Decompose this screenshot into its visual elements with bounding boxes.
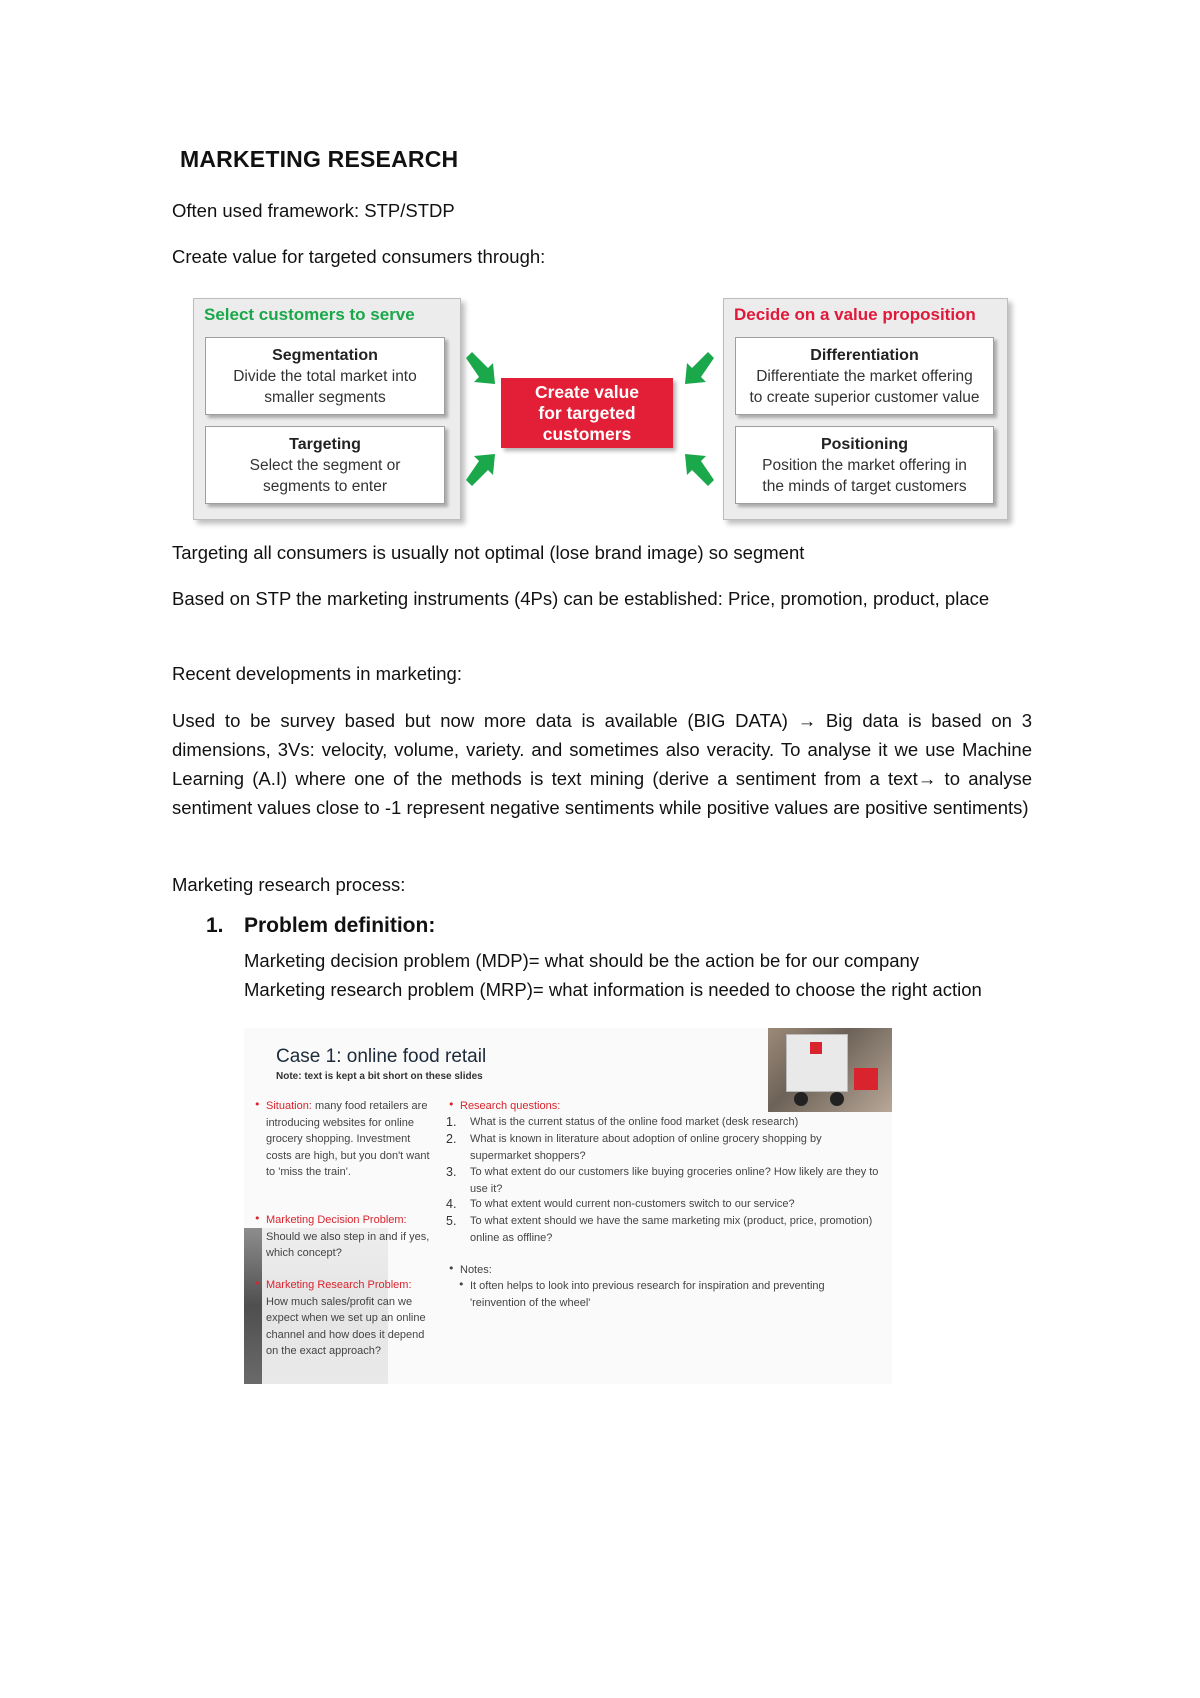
mdp-line: Marketing decision problem (MDP)= what should be the action be for our company: [244, 950, 920, 971]
value-proposition-title: Decide on a value proposition: [734, 305, 976, 324]
positioning-desc-2: the minds of target customers: [762, 478, 967, 495]
bullet-icon: •: [458, 1278, 465, 1291]
bullet-icon: •: [254, 1277, 261, 1290]
bullet-icon: •: [254, 1212, 261, 1225]
question-number: 2.: [446, 1132, 457, 1146]
targeting-card: [205, 426, 445, 504]
targeting-title: Targeting: [289, 436, 361, 453]
question-number: 5.: [446, 1214, 457, 1228]
select-customers-panel: [193, 298, 461, 520]
question-number: 1.: [446, 1115, 457, 1129]
create-value-line-1: Create value: [534, 382, 640, 402]
question-number: 4.: [446, 1197, 457, 1211]
research-process-paragraph: Marketing research process:: [172, 874, 406, 895]
research-question: [446, 1213, 880, 1246]
segmentation-title: Segmentation: [272, 347, 378, 364]
slide-note: Note: text is kept a bit short on these slides: [276, 1071, 483, 1082]
segmentation-desc-1: Divide the total market into: [233, 368, 417, 385]
big-data-paragraph: Used to be survey based but now more data is available (BIG DATA) → Big data is based on 3 dimensions, 3Vs: velocity, volume, variety. and sometimes also veracity. To analyse it we use Machine Learning (A.I) where one of the methods is text mining (derive a sentiment from a text→ to analyse sentiment values close to -1 represent negative sentiments while positive values are positive sentiments): [172, 710, 1032, 818]
arrow-down-left-icon: [678, 350, 718, 390]
research-question: [446, 1196, 880, 1213]
research-question: [446, 1164, 880, 1197]
arrow-down-right-icon: [462, 350, 502, 390]
positioning-title: Positioning: [820, 436, 909, 453]
mrp-block: [266, 1277, 436, 1360]
question-number: 3.: [446, 1165, 457, 1179]
differentiation-desc-1: Differentiate the market offering: [756, 368, 973, 385]
research-questions-label: Research questions:: [460, 1100, 561, 1112]
differentiation-card: [735, 337, 994, 415]
framework-line: Often used framework: STP/STDP: [172, 200, 455, 221]
question-text: To what extent should we have the same marketing mix (product, price, promotion) online as offline?: [470, 1215, 873, 1244]
slide-title: Case 1: online food retail: [276, 1046, 487, 1067]
create-value-line-3: customers: [542, 424, 632, 444]
targeting-desc-2: segments to enter: [262, 478, 388, 495]
positioning-desc-1: Position the market offering in: [762, 457, 967, 474]
create-value-line-2: for targeted: [538, 403, 636, 423]
question-text: What is the current status of the online food market (desk research): [470, 1116, 799, 1128]
stp-diagram: [190, 298, 1010, 528]
arrow-up-right-icon: [462, 448, 502, 488]
four-ps-paragraph: Based on STP the marketing instruments (4Ps) can be established: Price, promotion, product, place: [172, 588, 990, 609]
question-text: What is known in literature about adoption of online grocery shopping by supermarket shoppers?: [470, 1133, 822, 1162]
situation-block: [266, 1098, 436, 1181]
arrow-up-left-icon: [678, 448, 718, 488]
notes-text: It often helps to look into previous research for inspiration and preventing 'reinvention of the wheel': [470, 1280, 825, 1309]
bullet-icon: •: [448, 1098, 455, 1111]
case-slide-image: [244, 1028, 892, 1384]
truck-wheel: [794, 1092, 808, 1106]
question-text: To what extent do our customers like buying groceries online? How likely are they to use it?: [470, 1166, 879, 1195]
create-value-box: [501, 378, 673, 448]
research-question: [446, 1114, 880, 1131]
list-number: 1.: [206, 914, 224, 937]
mdp-block: [266, 1212, 436, 1262]
select-customers-title: Select customers to serve: [204, 305, 415, 324]
problem-definition-body: [244, 946, 1032, 1004]
mrp-label: Marketing Research Problem:: [266, 1279, 412, 1291]
delivery-truck-photo: [768, 1028, 892, 1112]
page-title: MARKETING RESEARCH: [180, 146, 459, 172]
problem-definition-heading: Problem definition:: [244, 914, 436, 937]
mdp-text: Should we also step in and if yes, which concept?: [266, 1230, 430, 1259]
targeting-desc-1: Select the segment or: [249, 457, 401, 474]
mrp-text: How much sales/profit can we expect when we set up an online channel and how does it depend on the exact approach?: [266, 1295, 426, 1357]
differentiation-title: Differentiation: [810, 347, 919, 364]
research-question: [446, 1131, 880, 1164]
situation-text: many food retailers are introducing websites for online grocery shopping. Investment costs are high, but you don't want to 'miss the train'.: [266, 1100, 430, 1178]
truck-logo: [810, 1042, 822, 1054]
value-proposition-panel: [723, 298, 1008, 520]
targeting-paragraph: Targeting all consumers is usually not optimal (lose brand image) so segment: [172, 542, 805, 563]
mdp-label: Marketing Decision Problem:: [266, 1214, 407, 1226]
differentiation-desc-2: to create superior customer value: [749, 389, 980, 406]
bullet-icon: •: [254, 1098, 261, 1111]
segmentation-desc-2: smaller segments: [264, 389, 386, 406]
bullet-icon: •: [448, 1262, 455, 1275]
segmentation-card: [205, 337, 445, 415]
delivery-crate: [854, 1068, 878, 1090]
mrp-line: Marketing research problem (MRP)= what information is needed to choose the right action: [244, 979, 982, 1000]
truck-wheel: [830, 1092, 844, 1106]
positioning-card: [735, 426, 994, 504]
notes-label: Notes:: [460, 1264, 492, 1276]
recent-developments-paragraph: Recent developments in marketing:: [172, 663, 462, 684]
situation-label: Situation:: [266, 1100, 312, 1112]
create-value-line: Create value for targeted consumers through:: [172, 246, 546, 267]
question-text: To what extent would current non-customers switch to our service?: [470, 1198, 795, 1210]
